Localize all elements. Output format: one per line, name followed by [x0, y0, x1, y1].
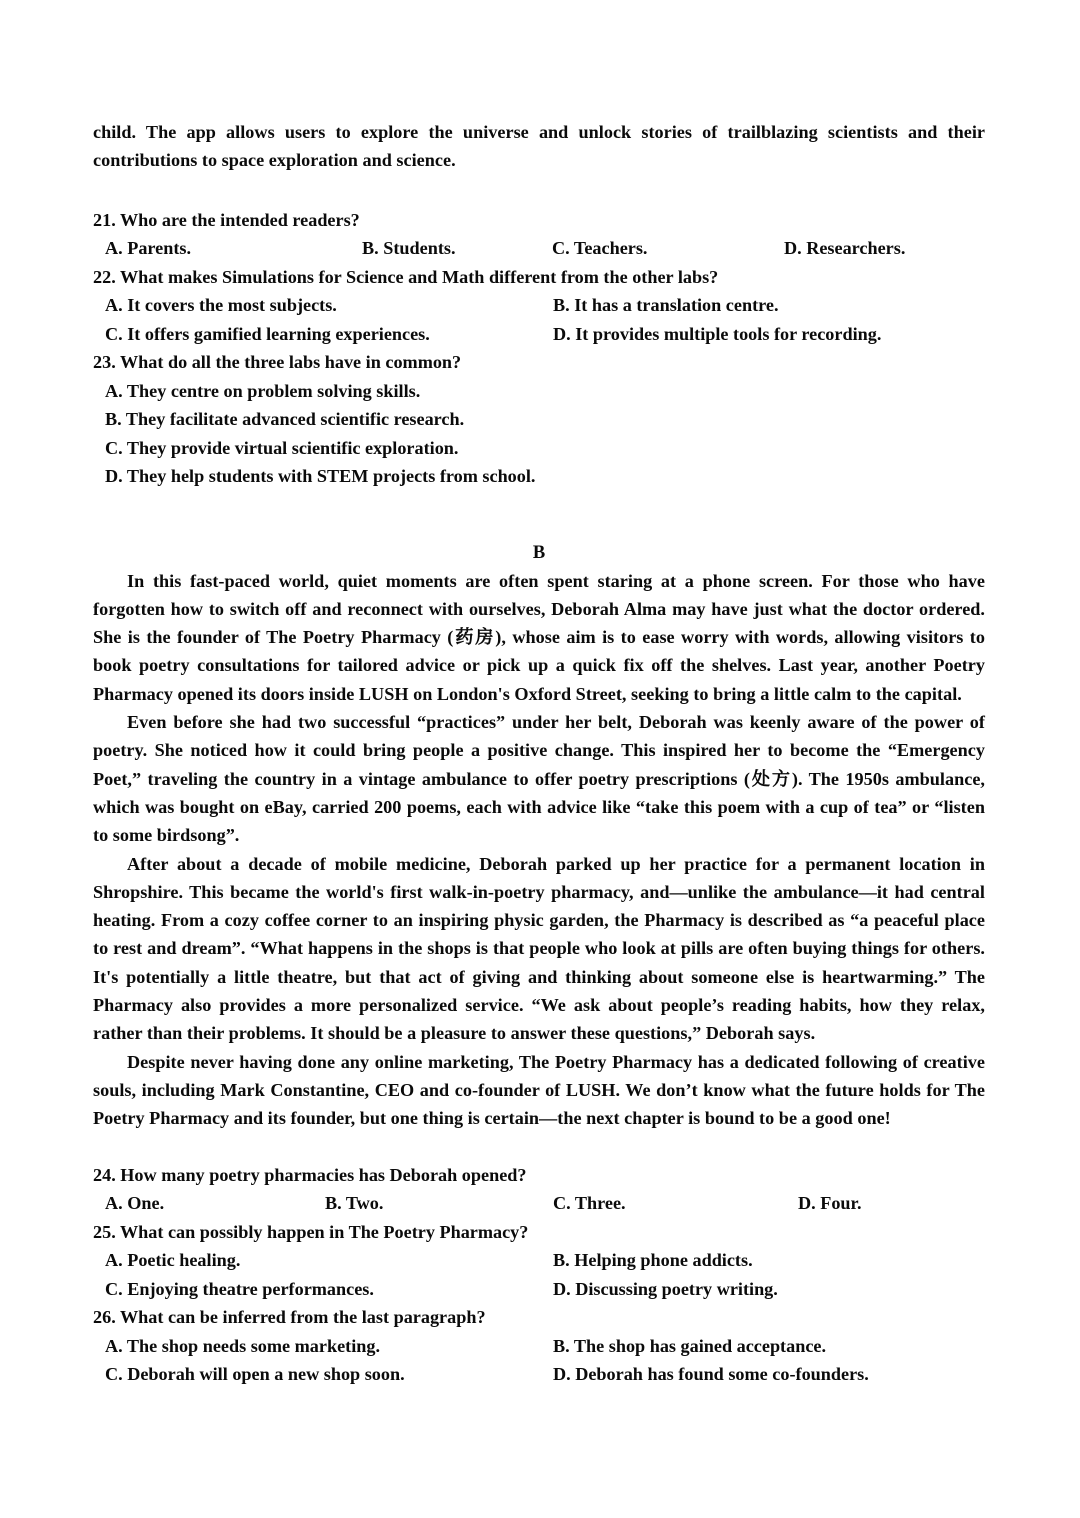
question-21-options-row	[93, 234, 985, 263]
question-25-option-a[interactable]: A. Poetic healing.	[105, 1250, 241, 1271]
section-b-paragraph-2: Even before she had two successful “practices” under her belt, Deborah was keenly aware of the power of poetry. She noticed how it could bring people a positive change. This inspired her to become the “Emergency Poet,” traveling the country in a vintage ambulance to offer poetry prescriptions (处方). The 1950s ambulance, which was bought on eBay, carried 200 poems, each with advice like “take this poem with a cup of tea” or “listen to some birdsong”.	[93, 712, 985, 846]
question-25-option-b[interactable]: B. Helping phone addicts.	[553, 1250, 753, 1271]
passage-a-tail-paragraph: child. The app allows users to explore the universe and unlock stories of trailblazing scientists and their contributions to space exploration and science.	[93, 122, 985, 171]
question-26-stem: 26. What can be inferred from the last paragraph?	[93, 1307, 486, 1328]
question-21-option-a[interactable]: A. Parents.	[105, 238, 192, 259]
question-24-options-row	[93, 1189, 985, 1218]
question-25-options-row-1	[93, 1246, 985, 1275]
question-24-option-d[interactable]: D. Four.	[798, 1193, 862, 1214]
question-21-option-d[interactable]: D. Researchers.	[784, 238, 906, 259]
question-26	[93, 1303, 985, 1389]
question-22-stem: 22. What makes Simulations for Science and Math different from the other labs?	[93, 266, 719, 287]
question-21-stem: 21. Who are the intended readers?	[93, 209, 360, 230]
question-21-option-b[interactable]: B. Students.	[362, 238, 456, 259]
question-22-option-a[interactable]: A. It covers the most subjects.	[105, 295, 337, 316]
question-22-options-row-2	[93, 320, 985, 349]
question-23-option-a[interactable]: A. They centre on problem solving skills.	[105, 380, 421, 401]
question-22-option-c[interactable]: C. It offers gamified learning experiences.	[105, 323, 430, 344]
question-22-option-b[interactable]: B. It has a translation centre.	[553, 295, 779, 316]
question-24-option-a[interactable]: A. One.	[105, 1193, 165, 1214]
question-24-option-c[interactable]: C. Three.	[553, 1193, 626, 1214]
question-22-options-row-1	[93, 291, 985, 320]
question-26-option-d[interactable]: D. Deborah has found some co-founders.	[553, 1364, 869, 1385]
section-b-paragraph-1: In this fast-paced world, quiet moments are often spent staring at a phone screen. For those who have forgotten how to switch off and reconnect with ourselves, Deborah Alma may have just what the doctor ordered. She is the founder of The Poetry Pharmacy (药房), whose aim is to ease worry with words, allowing visitors to book poetry consultations for tailored advice or pick up a quick fix off the shelves. Last year, another Poetry Pharmacy opened its doors inside LUSH on London's Oxford Street, seeking to bring a little calm to the capital.	[93, 570, 985, 704]
question-24-stem: 24. How many poetry pharmacies has Deborah opened?	[93, 1164, 527, 1185]
question-22	[93, 263, 985, 349]
question-26-option-b[interactable]: B. The shop has gained acceptance.	[553, 1335, 827, 1356]
question-21-option-c[interactable]: C. Teachers.	[552, 238, 648, 259]
spacer-after-passage-a	[93, 175, 985, 206]
spacer-after-section-b-passage	[93, 1133, 985, 1161]
question-23-stem: 23. What do all the three labs have in common?	[93, 352, 462, 373]
question-23-option-d[interactable]: D. They help students with STEM projects from school.	[105, 466, 536, 487]
question-25-options-row-2	[93, 1275, 985, 1304]
section-b-paragraph-4: Despite never having done any online marketing, The Poetry Pharmacy has a dedicated following of creative souls, including Mark Constantine, CEO and co-founder of LUSH. We don’t know what the future holds for The Poetry Pharmacy and its founder, but one thing is certain—the next chapter is bound to be a good one!	[93, 1051, 985, 1129]
question-26-option-a[interactable]: A. The shop needs some marketing.	[105, 1335, 381, 1356]
section-b-heading: B	[532, 542, 546, 563]
question-26-options-row-1	[93, 1332, 985, 1361]
question-25-stem: 25. What can possibly happen in The Poetry Pharmacy?	[93, 1221, 529, 1242]
question-23-option-b[interactable]: B. They facilitate advanced scientific research.	[105, 409, 465, 430]
question-26-options-row-2	[93, 1360, 985, 1389]
question-24	[93, 1161, 985, 1218]
question-21	[93, 206, 985, 263]
section-b-paragraph-3: After about a decade of mobile medicine, Deborah parked up her practice for a permanent location in Shropshire. This became the world's first walk-in-poetry pharmacy, and—unlike the ambulance—it had central heating. From a cozy coffee corner to an inspiring physic garden, the Pharmacy is described as “a peaceful place to rest and dream”. “What happens in the shops is that people who look at pills are often buying things for others. It's potentially a little theatre, but that act of giving and thinking about someone else is heartwarming.” The Pharmacy also provides a more personalized service. “We ask about people’s reading habits, how they relax, rather than their problems. It should be a pleasure to answer these questions,” Deborah says.	[93, 853, 985, 1044]
question-23-option-c[interactable]: C. They provide virtual scientific exploration.	[105, 437, 459, 458]
page-content	[93, 118, 985, 1389]
question-25	[93, 1218, 985, 1304]
question-23	[93, 348, 985, 491]
question-25-option-d[interactable]: D. Discussing poetry writing.	[553, 1278, 778, 1299]
question-24-option-b[interactable]: B. Two.	[325, 1193, 384, 1214]
spacer-before-section-b	[93, 491, 985, 539]
question-25-option-c[interactable]: C. Enjoying theatre performances.	[105, 1278, 374, 1299]
question-22-option-d[interactable]: D. It provides multiple tools for recording.	[553, 323, 882, 344]
question-26-option-c[interactable]: C. Deborah will open a new shop soon.	[105, 1364, 405, 1385]
